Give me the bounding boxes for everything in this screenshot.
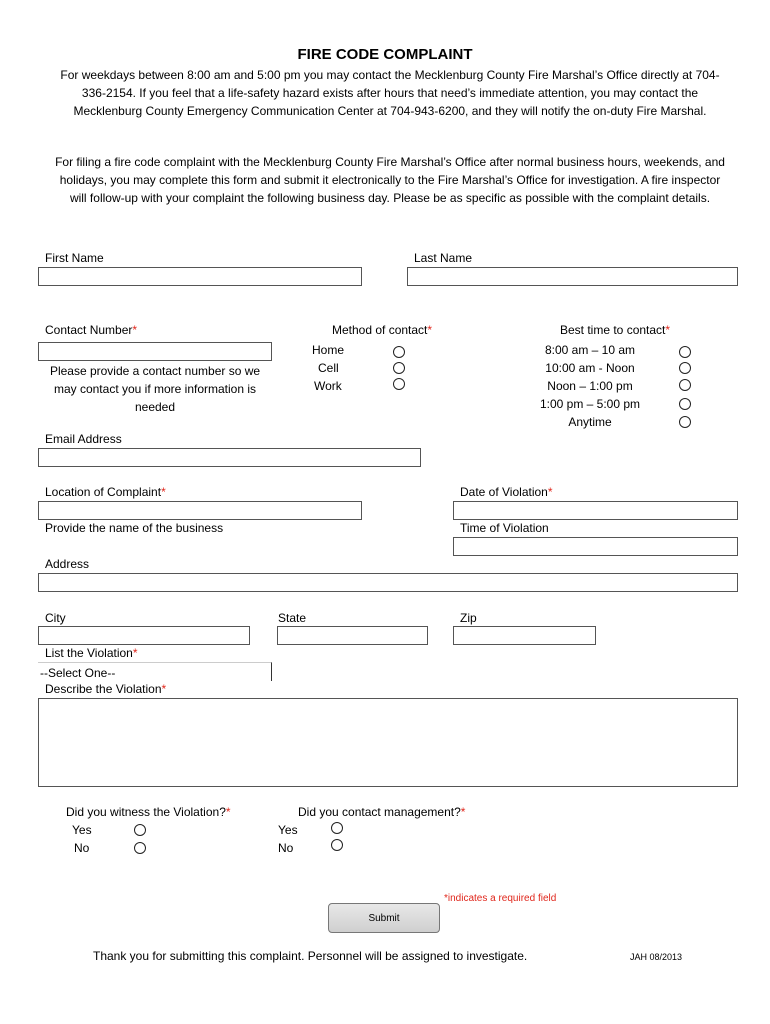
- time-label: Time of Violation: [460, 521, 549, 535]
- time-8-10-radio[interactable]: [679, 346, 691, 358]
- time-10-noon-radio[interactable]: [679, 362, 691, 374]
- management-label: Did you contact management?*: [298, 805, 466, 819]
- contact-number-hint: Please provide a contact number so we may contact you if more information is needed: [49, 364, 261, 414]
- management-no-radio[interactable]: [331, 839, 343, 851]
- first-name-input[interactable]: [38, 267, 362, 286]
- time-noon-1-radio[interactable]: [679, 379, 691, 391]
- city-input[interactable]: [38, 626, 250, 645]
- zip-input[interactable]: [453, 626, 596, 645]
- time-option-label-2: 10:00 am - Noon: [545, 361, 635, 375]
- witness-yes-radio[interactable]: [134, 824, 146, 836]
- time-input[interactable]: [453, 537, 738, 556]
- time-option-label-5: Anytime: [568, 415, 612, 429]
- method-option-label-home: Home: [312, 343, 345, 357]
- witness-label: Did you witness the Violation?*: [66, 805, 231, 819]
- time-option-label-1: 8:00 am – 10 am: [544, 343, 636, 357]
- method-cell-radio[interactable]: [393, 362, 405, 374]
- date-label: Date of Violation*: [460, 485, 553, 499]
- witness-no-label: No: [74, 841, 90, 855]
- time-1-5-radio[interactable]: [679, 398, 691, 410]
- email-label: Email Address: [45, 432, 122, 446]
- method-of-contact-label: Method of contact*: [332, 323, 433, 337]
- footer-message: Thank you for submitting this complaint. Personnel will be assigned to investigate.: [93, 949, 528, 963]
- time-option-label-3: Noon – 1:00 pm: [547, 379, 633, 393]
- date-input[interactable]: [453, 501, 738, 520]
- violation-select[interactable]: [38, 662, 272, 681]
- intro-paragraph-contact: For weekdays between 8:00 am and 5:00 pm you may contact the Mecklenburg County Fire Marshal’s Office directly at 704-336-2154. If you feel that a life-safety hazard exists after hours that need’s immediate attention, you may contact the Mecklenburg County Emergency Communication Center at 704-943-6200, and they will notify the on-duty Fire Marshal.: [60, 68, 720, 118]
- method-home-radio[interactable]: [393, 346, 405, 358]
- witness-yes-label: Yes: [72, 823, 92, 837]
- address-input[interactable]: [38, 573, 738, 592]
- zip-label: Zip: [460, 611, 477, 625]
- last-name-input[interactable]: [407, 267, 738, 286]
- management-no-label: No: [278, 841, 294, 855]
- city-label: City: [45, 611, 66, 625]
- state-label: State: [278, 611, 307, 625]
- describe-violation-textarea[interactable]: [38, 698, 738, 787]
- method-option-label-cell: Cell: [318, 361, 339, 375]
- form-code: JAH 08/2013: [630, 952, 683, 962]
- management-yes-radio[interactable]: [331, 822, 343, 834]
- time-option-label-4: 1:00 pm – 5:00 pm: [539, 397, 641, 411]
- describe-violation-label: Describe the Violation*: [45, 682, 167, 696]
- contact-number-label: Contact Number*: [45, 323, 138, 337]
- first-name-label: First Name: [45, 251, 104, 265]
- time-anytime-radio[interactable]: [679, 416, 691, 428]
- required-field-note: *indicates a required field: [444, 893, 557, 904]
- best-time-label: Best time to contact*: [560, 323, 671, 337]
- violation-select-value: --Select One--: [40, 666, 116, 680]
- page-title: FIRE CODE COMPLAINT: [297, 46, 473, 63]
- state-input[interactable]: [277, 626, 428, 645]
- location-input[interactable]: [38, 501, 362, 520]
- email-input[interactable]: [38, 448, 421, 467]
- location-hint: Provide the name of the business: [45, 521, 224, 535]
- list-violation-label: List the Violation*: [45, 646, 138, 660]
- method-work-radio[interactable]: [393, 378, 405, 390]
- method-option-label-work: Work: [314, 379, 342, 393]
- address-label: Address: [45, 557, 90, 571]
- intro-paragraph-filing: For filing a fire code complaint with the Mecklenburg County Fire Marshal’s Office after normal business hours, weekends, and holidays, you may complete this form and submit it electronically to the Fire Marshal’s Office for investigation. A fire inspector will follow-up with your complaint the following business day. Please be as specific as possible with the complaint details.: [55, 155, 725, 205]
- witness-no-radio[interactable]: [134, 842, 146, 854]
- location-label: Location of Complaint*: [45, 485, 166, 499]
- contact-number-input[interactable]: [38, 342, 272, 361]
- last-name-label: Last Name: [414, 251, 473, 265]
- management-yes-label: Yes: [278, 823, 298, 837]
- submit-button[interactable]: Submit: [328, 903, 440, 933]
